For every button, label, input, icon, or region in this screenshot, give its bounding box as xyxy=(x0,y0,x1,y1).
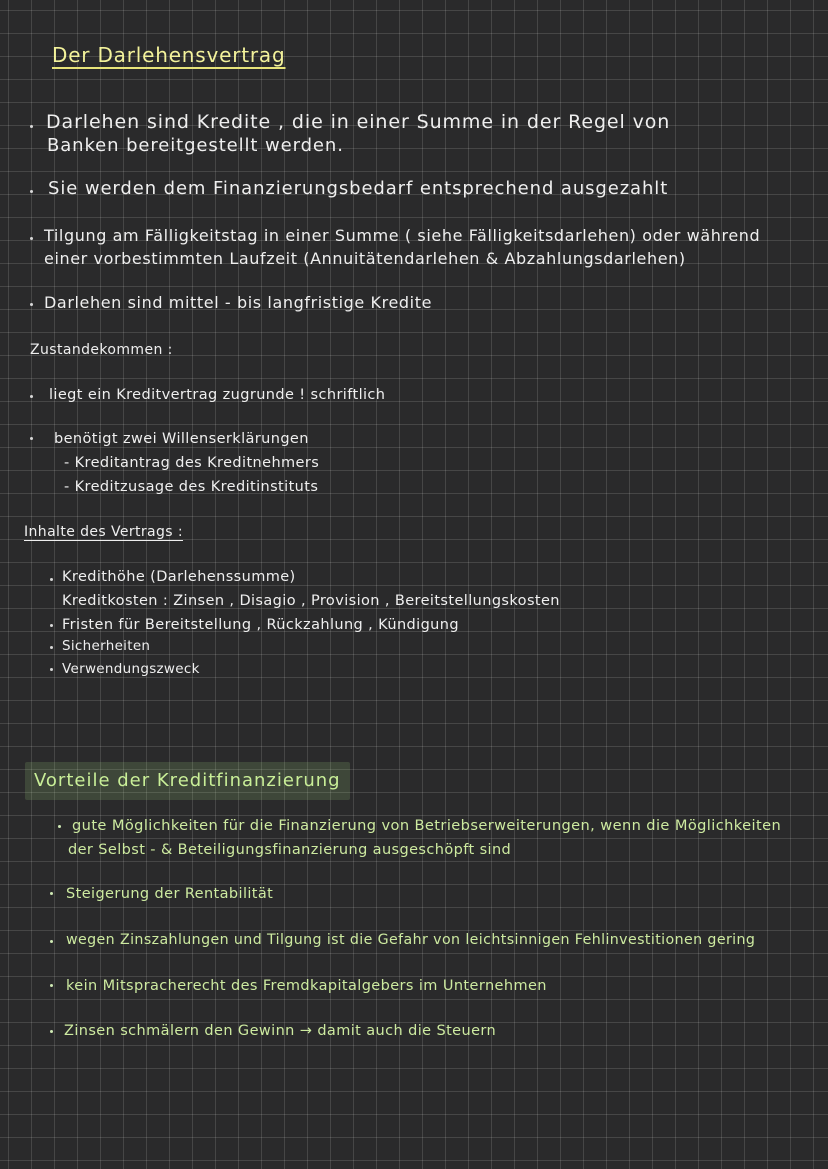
bullet-dot xyxy=(50,984,53,987)
bullet-dot xyxy=(30,437,33,440)
bullet-dot xyxy=(30,303,33,306)
bullet-dot xyxy=(50,646,53,649)
zustandekommen-heading: Zustandekommen : xyxy=(30,342,173,358)
bullet-dot xyxy=(30,125,33,128)
vorteile-bullet-2: Steigerung der Rentabilität xyxy=(66,886,274,902)
bullet-dot xyxy=(50,940,53,943)
vorteile-bullet-4: kein Mitspracherecht des Fremdkapitalgebers im Unternehmen xyxy=(66,978,547,994)
vorteile-bullet-3: wegen Zinszahlungen und Tilgung ist die Gefahr von leichtsinnigen Fehlinvestitionen gering xyxy=(66,932,756,948)
intro-bullet-3-line-1: Tilgung am Fälligkeitstag in einer Summe ( siehe Fälligkeitsdarlehen) oder während xyxy=(44,226,761,245)
inhalte-item-3: Fristen für Bereitstellung , Rückzahlung , Kündigung xyxy=(62,617,459,633)
vorteile-bullet-5: Zinsen schmälern den Gewinn → damit auch die Steuern xyxy=(64,1023,497,1039)
intro-bullet-1-line-1: Darlehen sind Kredite , die in einer Summe in der Regel von xyxy=(46,111,671,133)
inhalte-item-4: Sicherheiten xyxy=(62,638,151,654)
inhalte-heading: Inhalte des Vertrags : xyxy=(24,524,183,540)
vorteile-bullet-1-line-2: der Selbst - & Beteiligungsfinanzierung ausgeschöpft sind xyxy=(68,842,512,858)
intro-bullet-2: Sie werden dem Finanzierungsbedarf entsprechend ausgezahlt xyxy=(48,178,669,199)
inhalte-item-2: Kreditkosten : Zinsen , Disagio , Provision , Bereitstellungskosten xyxy=(62,593,560,609)
zustandekommen-sub-2: - Kreditzusage des Kreditinstituts xyxy=(64,479,319,495)
intro-bullet-3-line-2: einer vorbestimmten Laufzeit (Annuitätendarlehen & Abzahlungsdarlehen) xyxy=(44,249,686,268)
bullet-dot xyxy=(30,237,33,240)
bullet-dot xyxy=(58,825,61,828)
zustandekommen-bullet-2: benötigt zwei Willenserklärungen xyxy=(54,431,309,447)
page-title: Der Darlehensvertrag xyxy=(52,43,286,67)
bullet-dot xyxy=(30,190,33,193)
intro-bullet-1-line-2: Banken bereitgestellt werden. xyxy=(47,135,344,156)
vorteile-heading: Vorteile der Kreditfinanzierung xyxy=(34,770,341,791)
intro-bullet-4: Darlehen sind mittel - bis langfristige Kredite xyxy=(44,293,433,312)
vorteile-bullet-1-line-1: gute Möglichkeiten für die Finanzierung von Betriebserweiterungen, wenn die Möglichkeiten xyxy=(72,817,782,834)
bullet-dot xyxy=(50,1030,53,1033)
bullet-dot xyxy=(30,395,33,398)
bullet-dot xyxy=(50,668,53,671)
zustandekommen-sub-1: - Kreditantrag des Kreditnehmers xyxy=(64,455,320,471)
inhalte-item-5: Verwendungszweck xyxy=(62,661,200,677)
bullet-dot xyxy=(50,892,53,895)
bullet-dot xyxy=(50,624,53,627)
inhalte-item-1: Kredithöhe (Darlehenssumme) xyxy=(62,569,296,585)
zustandekommen-bullet-1: liegt ein Kreditvertrag zugrunde ! schriftlich xyxy=(49,387,386,403)
bullet-dot xyxy=(50,578,53,581)
